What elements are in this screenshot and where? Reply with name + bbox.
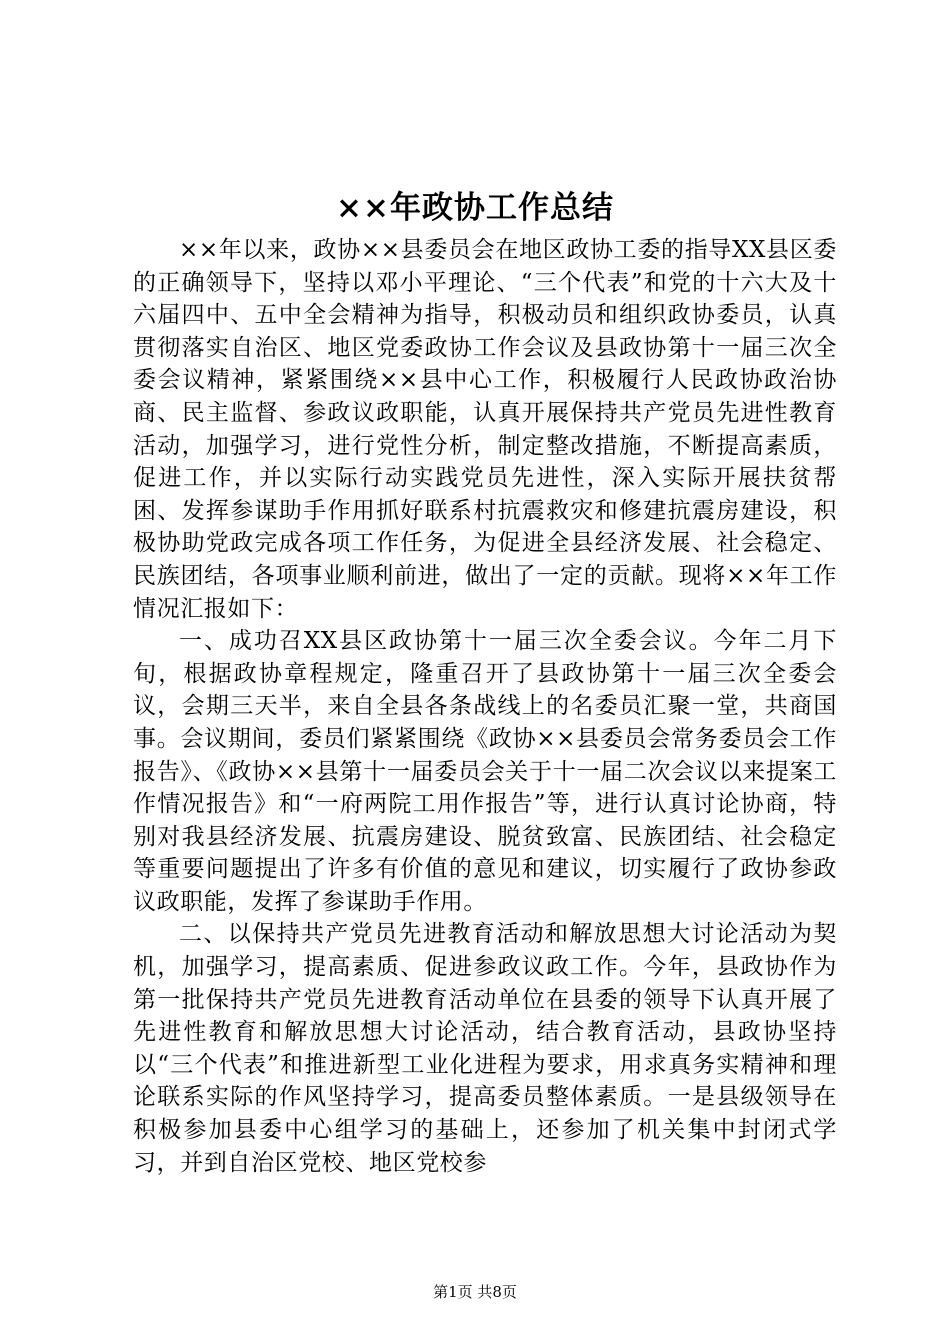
- page-footer: 第1页 共8页: [433, 1283, 517, 1301]
- document-body: [133, 234, 837, 1179]
- paragraph-intro: ××年以来，政协××县委员会在地区政协工委的指导XX县区委的正确领导下，坚持以邓小平理论、“三个代表”和党的十六大及十六届四中、五中全会精神为指导，积极动员和组织政协委员，认真贯彻落实自治区、地区党委政协工作会议及县政协第十一届三次全委会议精神，紧紧围绕××县中心工作，积极履行人民政协政治协商、民主监督、参政议政职能，认真开展保持共产党员先进性教育活动，加强学习，进行党性分析，制定整改措施，不断提高素质，促进工作，并以实际行动实践党员先进性，深入实际开展扶贫帮困、发挥参谋助手作用抓好联系村抗震救灾和修建抗震房建设，积极协助党政完成各项工作任务，为促进全县经济发展、社会稳定、民族团结，各项事业顺利前进，做出了一定的贡献。现将××年工作情况汇报如下：: [133, 237, 837, 622]
- document-title: ××年政协工作总结: [336, 190, 614, 226]
- paragraph-section-2: 二、以保持共产党员先进教育活动和解放思想大讨论活动为契机，加强学习，提高素质、促进参政议政工作。今年，县政协作为第一批保持共产党员先进教育活动单位在县委的领导下认真开展了先进性教育和解放思想大讨论活动，结合教育活动，县政协坚持以“三个代表”和推进新型工业化进程为要求，用求真务实精神和理论联系实际的作风坚持学习，提高委员整体素质。一是县级领导在积极参加县委中心组学习的基础上，还参加了机关集中封闭式学习，并到自治区党校、地区党校参: [133, 921, 837, 1176]
- paragraph-section-1: 一、成功召XX县区政协第十一届三次全委会议。今年二月下旬，根据政协章程规定，隆重召开了县政协第十一届三次全委会议，会期三天半，来自全县各条战线上的名委员汇聚一堂，共商国事。会议期间，委员们紧紧围绕《政协××县委员会常务委员会工作报告》、《政协××县第十一届委员会关于十一届二次会议以来提案工作情况报告》和“一府两院工用作报告”等，进行认真讨论协商，特别对我县经济发展、抗震房建设、脱贫致富、民族团结、社会稳定等重要问题提出了许多有价值的意见和建议，切实履行了政协参政议政职能，发挥了参谋助手作用。: [133, 628, 837, 915]
